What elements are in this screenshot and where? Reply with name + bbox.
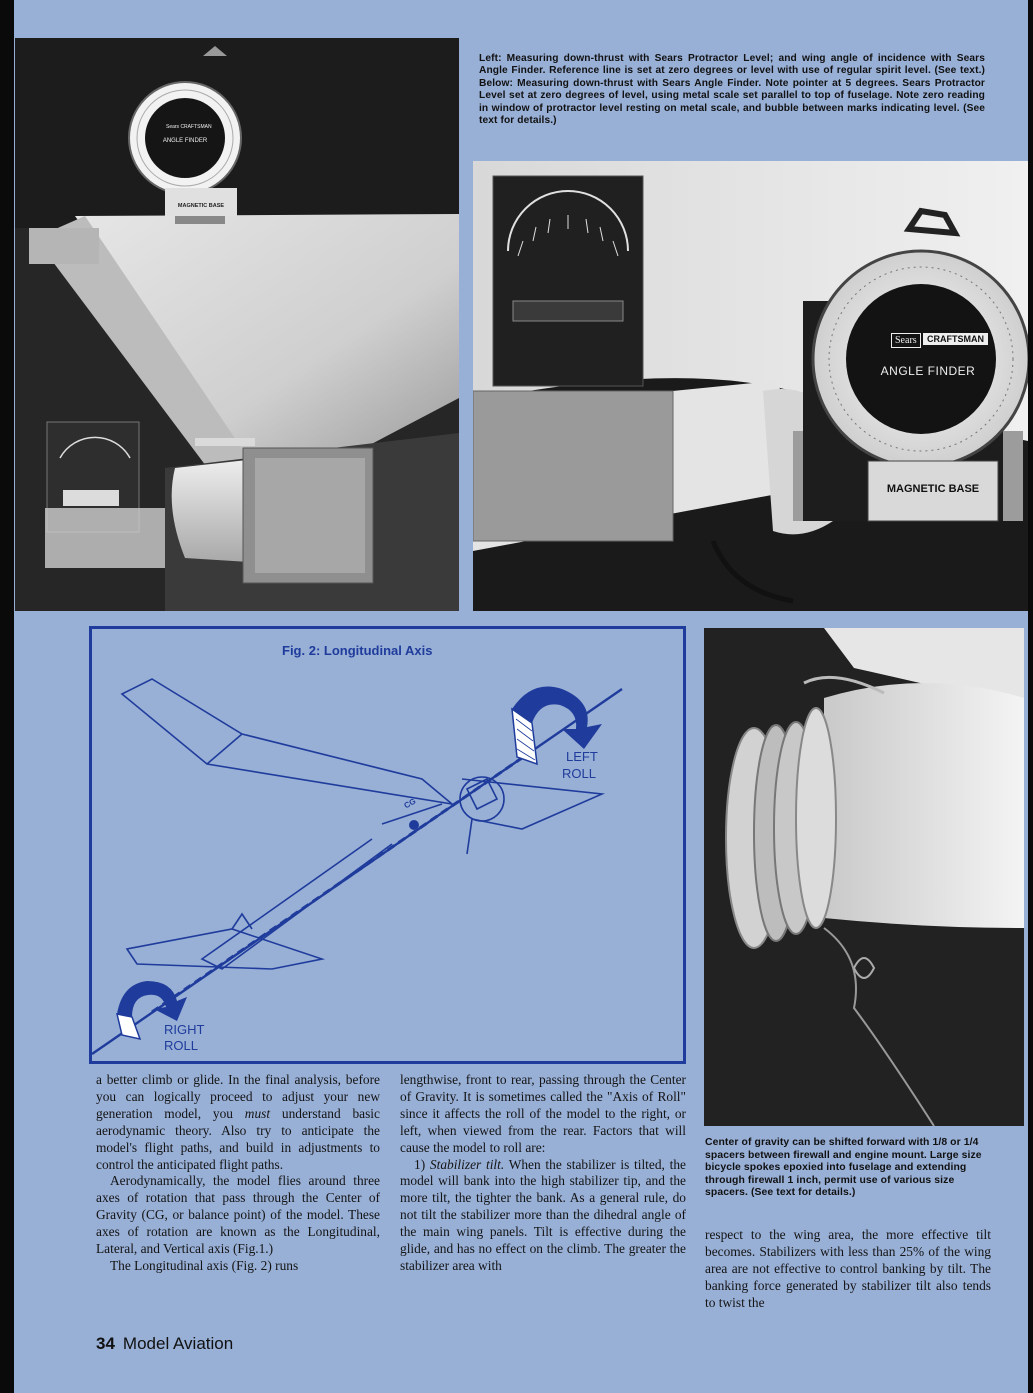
left-roll-label-1: LEFT bbox=[566, 749, 598, 764]
col1-paragraph-1 bbox=[96, 1072, 380, 1173]
photo-angle-finder-downthrust bbox=[473, 161, 1028, 611]
body-column-2 bbox=[400, 1072, 686, 1275]
finder-brand: Sears CRAFTSMAN bbox=[166, 124, 212, 130]
col2-paragraph-1: lengthwise, front to rear, passing through the Center of Gravity. It is sometimes called the "Axis of Roll" since it affects the roll of the model to the right, or left, when viewed from the rear. Factors that will cause the model to roll are: bbox=[400, 1072, 686, 1155]
finder-label: ANGLE FINDER bbox=[880, 364, 976, 378]
col1-p1-text: a better climb or glide. In the final analysis, before you can logically proceed to adjust your new generation model, you bbox=[96, 1072, 380, 1121]
photo-protractor-level-wing bbox=[15, 38, 459, 611]
right-roll-label-1: RIGHT bbox=[164, 1022, 205, 1037]
magazine-name: Model Aviation bbox=[122, 1334, 234, 1353]
photo-side-drawing bbox=[704, 628, 1024, 1126]
cg-label: CG bbox=[402, 796, 418, 811]
finder-brand-craftsman: CRAFTSMAN bbox=[923, 333, 988, 345]
finder-brand-sears: Sears bbox=[891, 333, 921, 348]
col1-paragraph-3: The Longitudinal axis (Fig. 2) runs bbox=[110, 1257, 299, 1273]
finder-base-label: MAGNETIC BASE bbox=[177, 203, 225, 209]
top-photo-caption: Left: Measuring down-thrust with Sears Protractor Level; and wing angle of incidence with Sears Angle Finder. Reference line is set at zero degrees or level with use of regular spirit level. (See text.) Below: Measuring down-thrust with Sears Angle Finder. Note pointer at 5 degrees. Sears Protractor Level set at zero degrees of level, using metal scale set parallel to top of fuselage. Note zero reading in window of protractor level resting on metal scale, and bubble between marks indicating level. (See text for details.) bbox=[479, 53, 985, 127]
page-number: 34 bbox=[96, 1334, 115, 1353]
figure-longitudinal-axis bbox=[89, 626, 686, 1064]
col2-paragraph-2 bbox=[400, 1157, 686, 1275]
side-photo-caption: Center of gravity can be shifted forward with 1/8 or 1/4 spacers between firewall and engine mount. Large size bicycle spokes epoxied into fuselage and extending through firewall 1 inch, permit use of various size spacers. (See text for details.) bbox=[705, 1137, 982, 1199]
right-roll-label-2: ROLL bbox=[164, 1038, 198, 1053]
photo-firewall-spacers bbox=[704, 628, 1024, 1126]
col2-p2-number: 1) bbox=[414, 1156, 426, 1172]
col1-p1-end: understand basic aerodynamic theory. Also try to anticipate the model's flight paths, and build in adjustments to control the anticipated flight paths. bbox=[96, 1105, 380, 1172]
photo-right-drawing bbox=[473, 161, 1028, 611]
col2-p2-text: When the stabilizer is tilted, the model will bank into the high stabilizer tip, and the more tilt, the tighter the bank. As a general rule, do not tilt the stabilizer more than the dihedral angle of the main wing panels. Tilt is effective during the glide, and has no effect on the climb. The greater the stabilizer area with bbox=[400, 1156, 686, 1273]
finder-label: ANGLE FINDER bbox=[162, 138, 208, 144]
body-column-3 bbox=[705, 1227, 991, 1312]
photo-left-drawing bbox=[15, 38, 459, 611]
page-footer bbox=[96, 1334, 233, 1354]
col3-paragraph-1: respect to the wing area, the more effective tilt becomes. Stabilizers with less than 25% of the wing area are not effective to control banking by tilt. The banking force generated by stabilizer tilt also tends to twist the bbox=[705, 1227, 991, 1310]
figure-drawing bbox=[92, 629, 677, 1055]
col1-p1-emphasis: must bbox=[244, 1105, 271, 1121]
col1-paragraph-2: Aerodynamically, the model flies around three axes of rotation that pass through the Center of Gravity (CG, or balance point) of the model. These axes of rotation are known as the Longitudinal, Lateral, and Vertical axis (Fig.1.) bbox=[96, 1173, 380, 1257]
col2-p2-emphasis: Stabilizer tilt. bbox=[429, 1156, 505, 1172]
body-column-1 bbox=[96, 1072, 380, 1275]
finder-base-label: MAGNETIC BASE bbox=[886, 483, 980, 495]
figure-title: Fig. 2: Longitudinal Axis bbox=[282, 643, 433, 658]
left-roll-label-2: ROLL bbox=[562, 766, 596, 781]
